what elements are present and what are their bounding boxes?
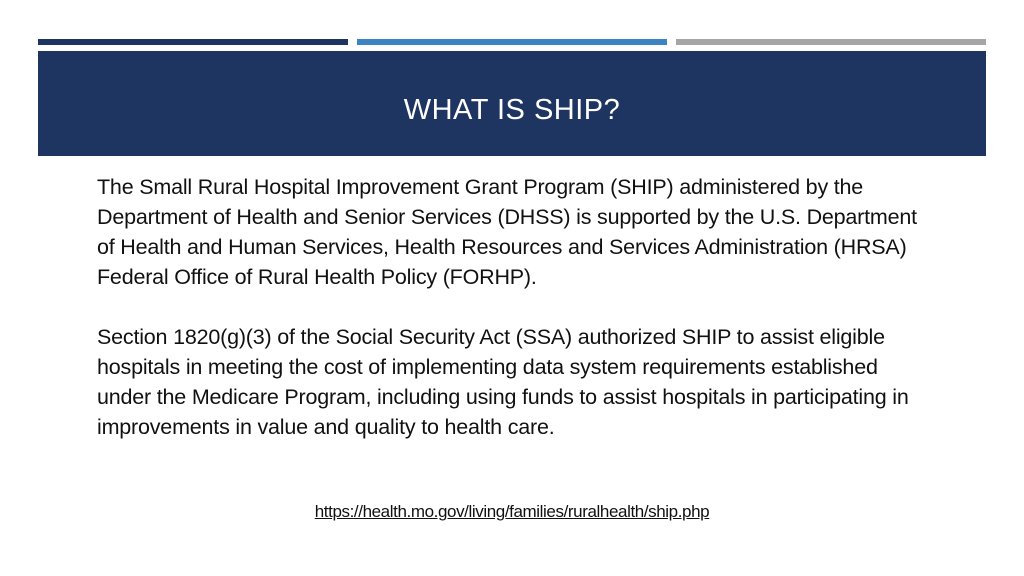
slide-title: WHAT IS SHIP? bbox=[403, 94, 621, 126]
accent-bar-navy bbox=[38, 39, 348, 45]
accent-bar-gray bbox=[676, 39, 986, 45]
paragraph-ssa-section: Section 1820(g)(3) of the Social Security Act (SSA) authorized SHIP to assist eligible hospitals in meeting the cost of implementing data system requirements established under the Medicare Program, including using funds to assist hospitals in participating in improvements in value and quality to health care. bbox=[97, 325, 909, 439]
paragraph-ship-overview: The Small Rural Hospital Improvement Grant Program (SHIP) administered by the Department of Health and Senior Services (DHSS) is supported by the U.S. Department of Health and Human Services, Health Resources and Services Administration (HRSA) Federal Office of Rural Health Policy (FORHP). bbox=[97, 175, 917, 289]
title-band bbox=[38, 51, 986, 156]
source-link[interactable]: https://health.mo.gov/living/families/ruralhealth/ship.php bbox=[314, 502, 710, 521]
body-text bbox=[97, 172, 937, 442]
accent-bar-blue bbox=[357, 39, 667, 45]
